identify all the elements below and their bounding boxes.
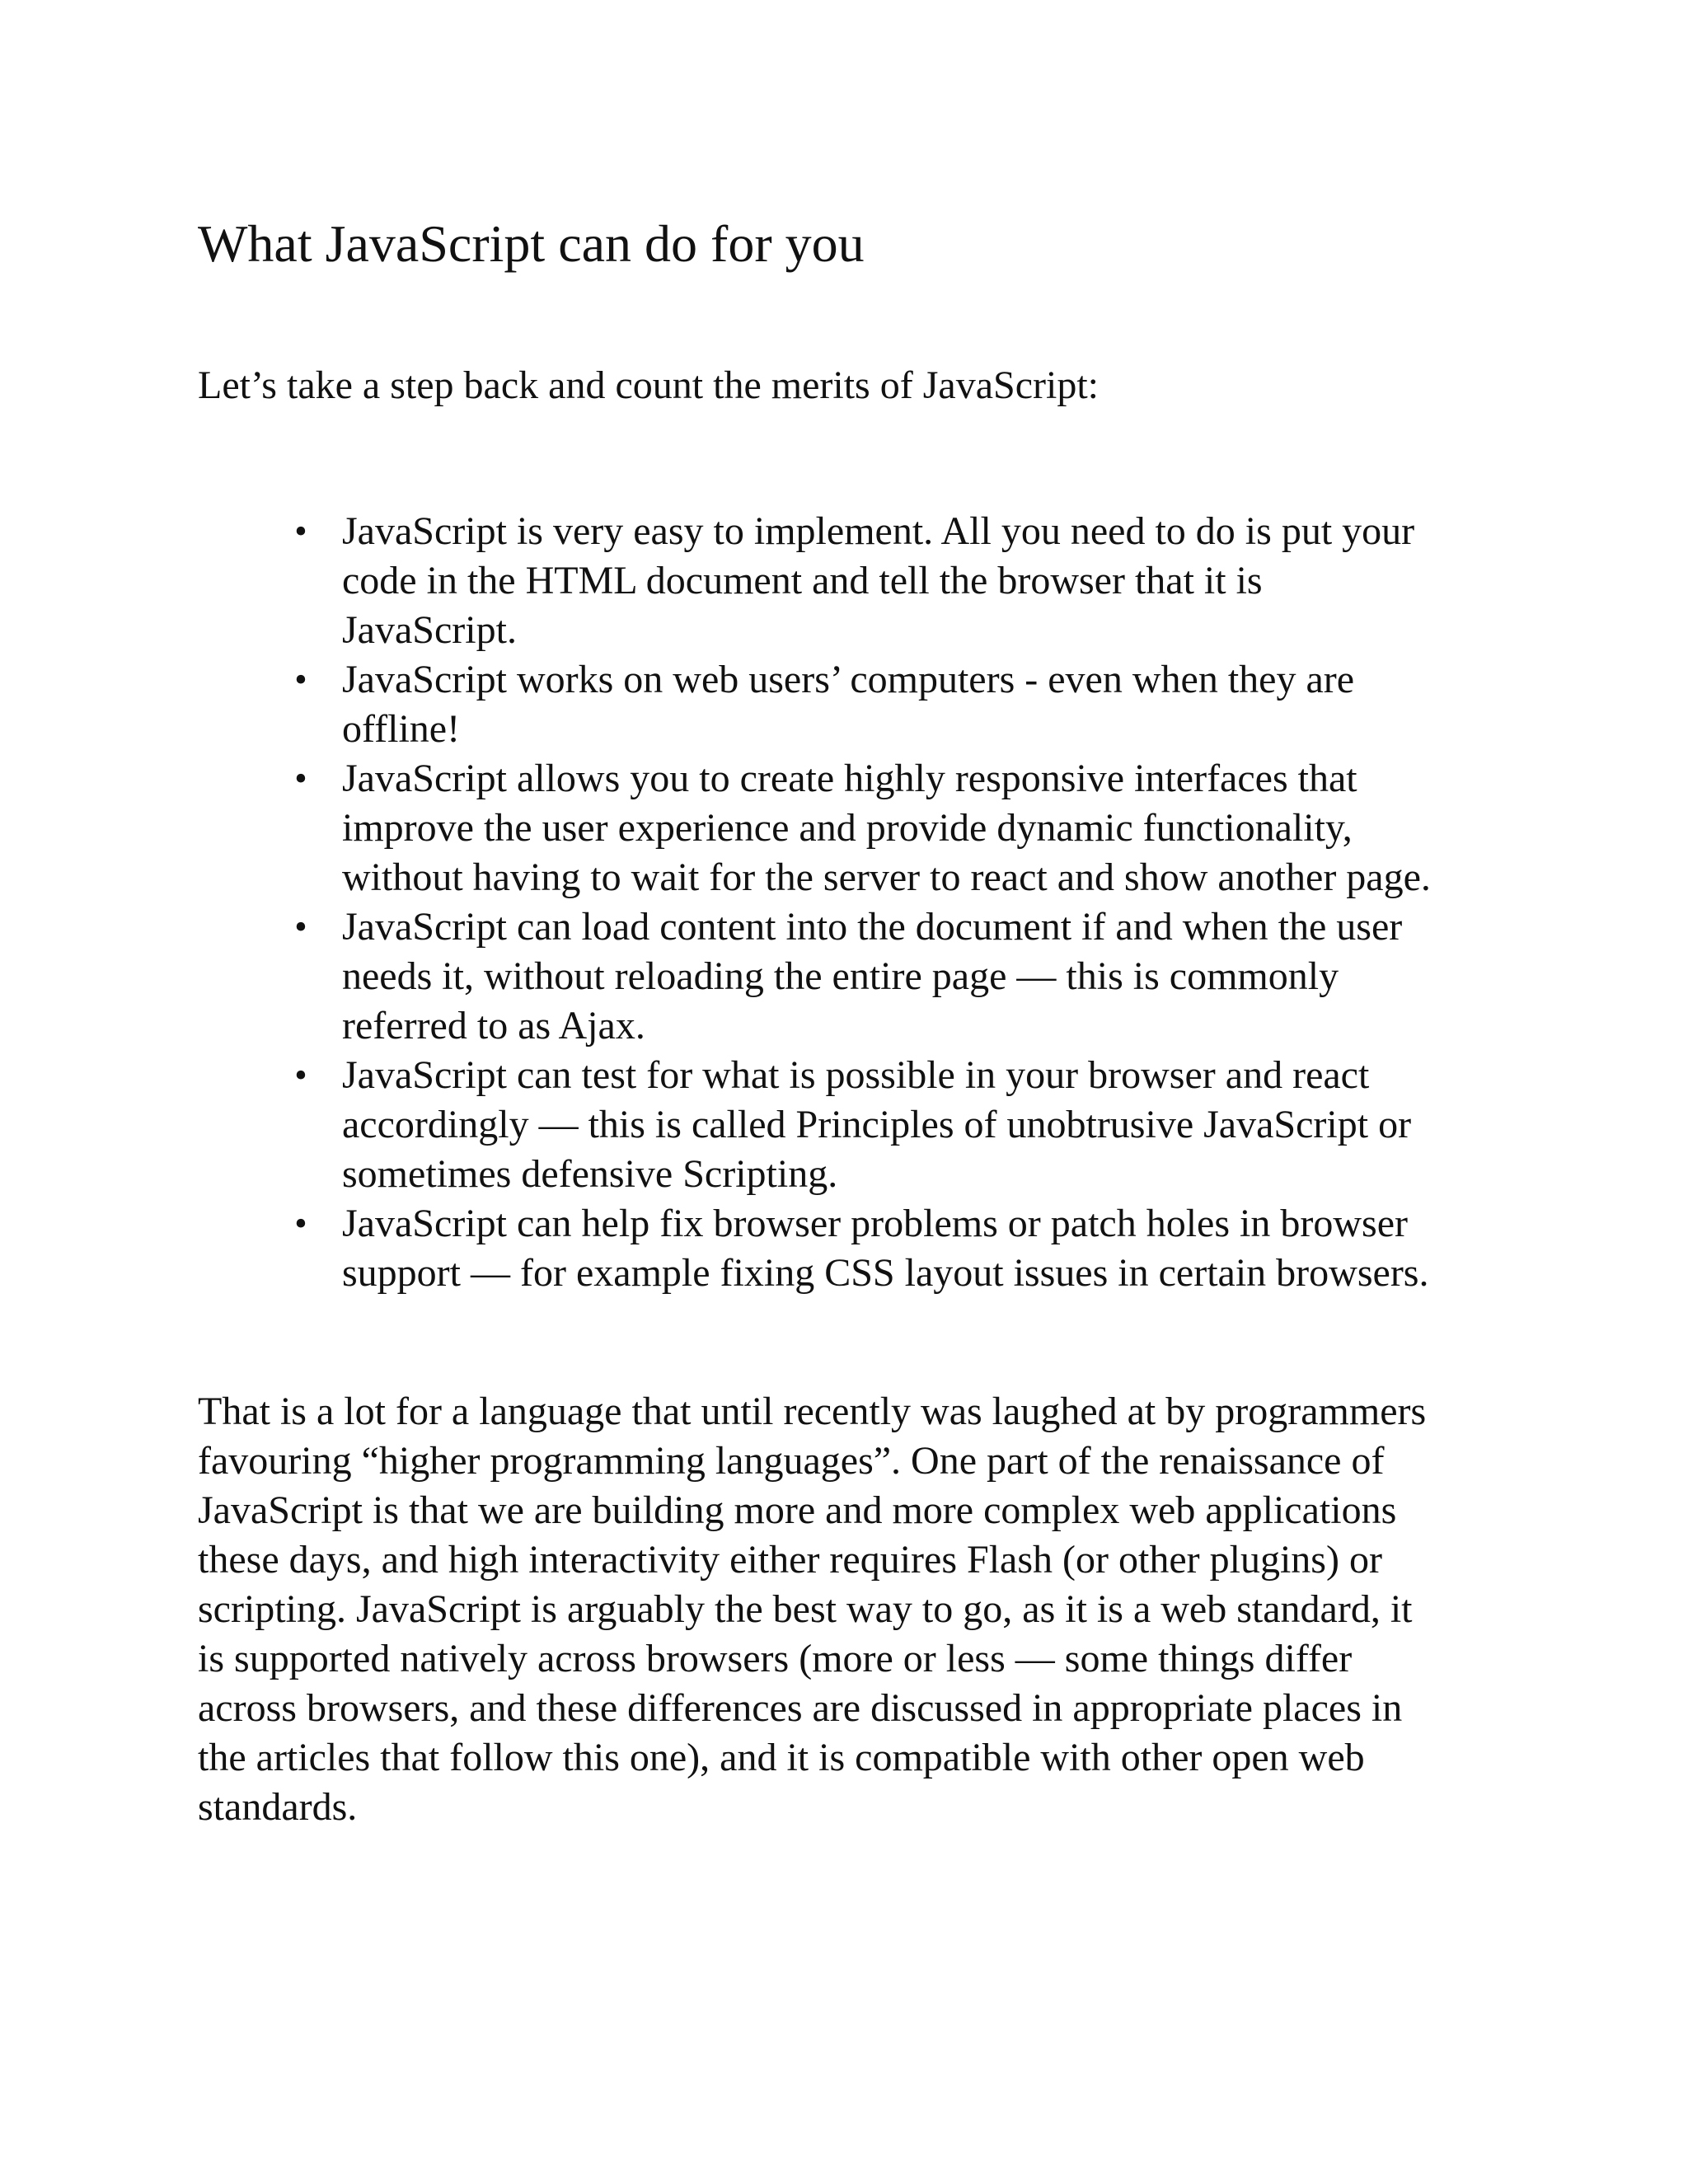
closing-text-line: favouring “higher programming languages”. One part of the renaissance of bbox=[198, 1439, 1385, 1483]
merit-text-line: JavaScript can load content into the document if and when the user bbox=[342, 905, 1403, 949]
bullet-icon: • bbox=[294, 907, 307, 947]
closing-text-line: across browsers, and these differences are discussed in appropriate places in bbox=[198, 1686, 1403, 1730]
merit-text-line: JavaScript is very easy to implement. All you need to do is put your bbox=[342, 509, 1415, 553]
closing-text-line: the articles that follow this one), and it is compatible with other open web bbox=[198, 1736, 1365, 1779]
bullet-icon: • bbox=[294, 758, 307, 799]
bullet-icon: • bbox=[294, 1055, 307, 1095]
merit-text-line: JavaScript can test for what is possible in your browser and react bbox=[342, 1053, 1370, 1097]
merit-text-line: JavaScript can help fix browser problems or patch holes in browser bbox=[342, 1202, 1408, 1245]
bullet-icon: • bbox=[294, 659, 307, 700]
merit-list-item bbox=[294, 902, 1521, 1051]
merit-text-line: without having to wait for the server to react and show another page. bbox=[342, 855, 1431, 899]
merit-text-line: sometimes defensive Scripting. bbox=[342, 1152, 838, 1196]
closing-text-line: That is a lot for a language that until recently was laughed at by programmers bbox=[198, 1390, 1427, 1433]
closing-text-line: these days, and high interactivity either requires Flash (or other plugins) or bbox=[198, 1538, 1382, 1582]
bullet-icon: • bbox=[294, 1203, 307, 1244]
merit-list-item bbox=[294, 1051, 1521, 1199]
merit-text-line: JavaScript works on web users’ computers - even when they are bbox=[342, 658, 1355, 701]
closing-text-line: JavaScript is that we are building more and more complex web applications bbox=[198, 1488, 1397, 1532]
closing-text-line: is supported natively across browsers (more or less — some things differ bbox=[198, 1637, 1353, 1680]
merit-list-item bbox=[294, 754, 1521, 902]
merit-text-line: offline! bbox=[342, 707, 461, 751]
bullet-icon: • bbox=[294, 511, 307, 551]
closing-text-line: scripting. JavaScript is arguably the best way to go, as it is a web standard, it bbox=[198, 1587, 1413, 1631]
intro-paragraph: Let’s take a step back and count the merits of JavaScript: bbox=[198, 363, 1099, 407]
merit-list-item bbox=[294, 507, 1521, 655]
merit-list-item bbox=[294, 1199, 1521, 1298]
merit-text-line: referred to as Ajax. bbox=[342, 1004, 645, 1047]
merit-text-line: needs it, without reloading the entire page — this is commonly bbox=[342, 954, 1339, 998]
closing-text-line: standards. bbox=[198, 1785, 358, 1829]
merit-text-line: support — for example fixing CSS layout issues in certain browsers. bbox=[342, 1251, 1429, 1295]
closing-paragraph bbox=[198, 1387, 1496, 1832]
page-title: What JavaScript can do for you bbox=[198, 214, 865, 273]
merit-text-line: JavaScript allows you to create highly responsive interfaces that bbox=[342, 757, 1357, 800]
merit-list-item bbox=[294, 655, 1521, 754]
merit-text-line: code in the HTML document and tell the browser that it is bbox=[342, 559, 1263, 602]
merit-text-line: JavaScript. bbox=[342, 608, 517, 652]
merit-text-line: improve the user experience and provide dynamic functionality, bbox=[342, 806, 1353, 850]
merit-text-line: accordingly — this is called Principles of unobtrusive JavaScript or bbox=[342, 1103, 1412, 1146]
merits-list bbox=[294, 507, 1521, 1298]
